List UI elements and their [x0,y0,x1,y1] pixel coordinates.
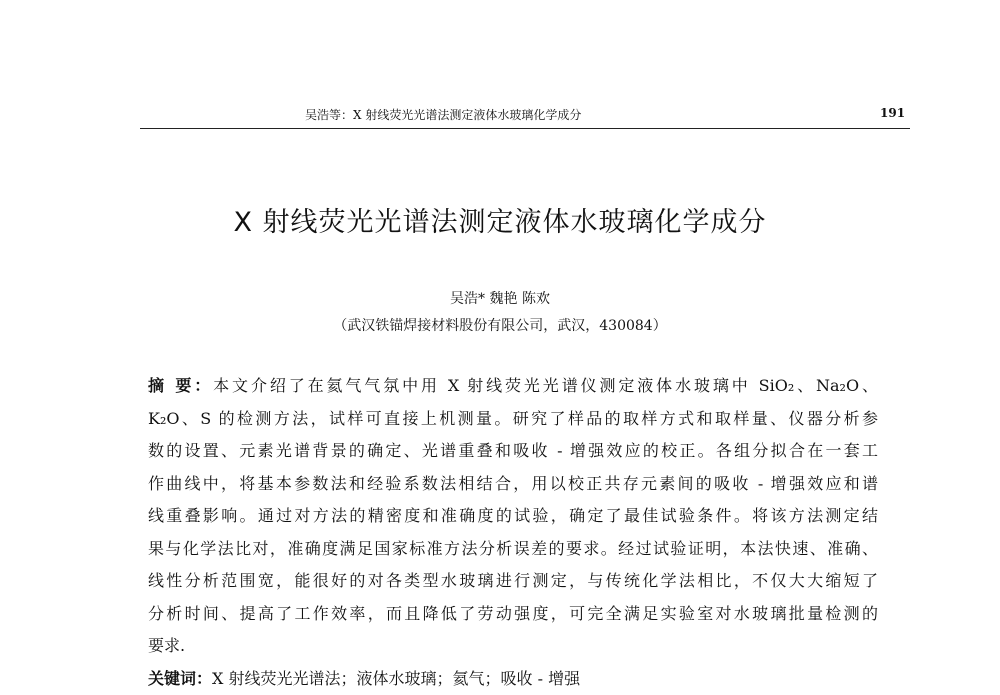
authors: 吴浩* 魏艳 陈欢 [450,291,550,307]
abstract-line: 要求. [148,636,186,655]
abstract-label: 摘 要： [148,376,214,395]
page-number: 191 [880,106,906,120]
abstract-line: 线重叠影响。通过对方法的精密度和准确度的试验，确定了最佳试验条件。将该方法测定结 [148,506,878,525]
running-header [0,106,1000,126]
header-rule [140,128,910,129]
abstract-line: K₂O、S 的检测方法，试样可直接上机测量。研究了样品的取样方式和取样量、仪器分析参 [148,408,878,428]
keywords-label: 关键词： [148,668,213,688]
abstract-line: 数的设置、元素光谱背景的确定、光谱重叠和吸收 - 增强效应的校正。各组分拟合在一套工 [148,441,878,460]
abstract-line: 果与化学法比对，准确度满足国家标准方法分析误差的要求。经过试验证明，本法快速、准确、 [148,538,878,558]
abstract-line: 线性分析范围宽，能很好的对各类型水玻璃进行测定，与传统化学法相比，不仅大大缩短了 [148,571,878,590]
paper-title: X 射线荧光光谱法测定液体水玻璃化学成分 [233,207,767,238]
abstract-line: 分析时间、提高了工作效率，而且降低了劳动强度，可完全满足实验室对水玻璃批量检测的 [148,603,878,623]
abstract-line: 作曲线中，将基本参数法和经验系数法相结合，用以校正共存元素间的吸收 - 增强效应和谱 [148,473,878,493]
keywords-text: X 射线荧光光谱法；液体水玻璃；氦气；吸收 - 增强 [212,668,581,688]
keywords [148,663,878,695]
running-title: 吴浩等：X 射线荧光光谱法测定液体水玻璃化学成分 [305,108,582,122]
abstract [148,370,878,695]
abstract-line: 摘 要：本文介绍了在氦气气氛中用 X 射线荧光光谱仪测定液体水玻璃中 SiO₂、Na₂O、 [148,376,878,395]
affiliation: （武汉铁锚焊接材料股份有限公司，武汉，430084） [333,318,667,334]
